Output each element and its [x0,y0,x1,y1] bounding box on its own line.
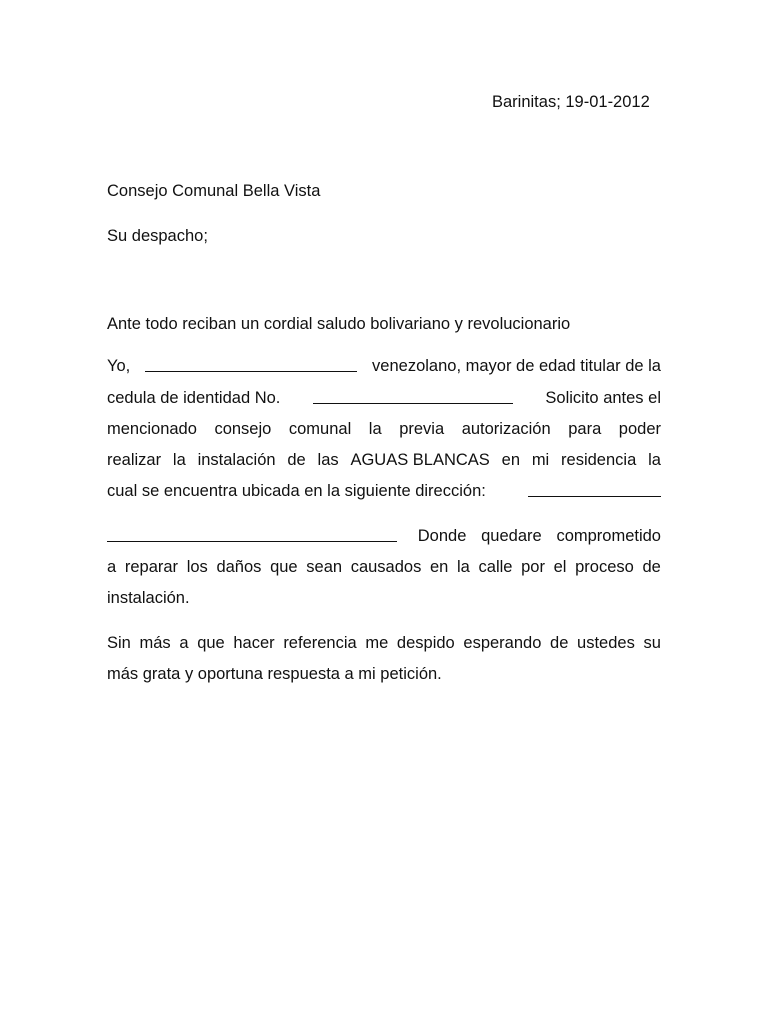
line-tail: Solicito antes el [545,389,661,407]
paragraph-line [107,356,661,376]
word: los [186,558,208,576]
word: que [270,558,298,576]
name-blank-line [145,371,357,372]
yo-word: Yo, [107,357,131,375]
letter-recipient: Consejo Comunal Bella Vista [107,182,321,200]
word: me [365,634,389,652]
word: autorización [461,420,551,438]
paragraph-line [107,419,661,439]
word: calle [478,558,513,576]
word: las [317,451,339,469]
word: por [521,558,545,576]
word: esperando [463,634,542,652]
word: que [197,634,225,652]
paragraph-request [107,356,661,501]
word: reparar [124,558,179,576]
line-tail: venezolano, mayor de edad titular de la [372,357,661,375]
word: en [430,558,449,576]
word: a [107,558,117,576]
word: mi [531,451,550,469]
word: el [553,558,567,576]
word: comprometido [556,527,661,545]
paragraph-line [107,557,661,577]
paragraph-line [107,481,661,501]
word: su [643,634,661,652]
word: hacer [233,634,275,652]
id-label: cedula de identidad No. [107,389,281,407]
word: la [172,451,186,469]
aguas-blancas-term: AGUAS BLANCAS [350,451,490,469]
paragraph-line [107,633,661,653]
word: en [501,451,520,469]
word: residencia [561,451,637,469]
address-blank-line-2 [107,541,397,542]
line-text: más grata y oportuna respuesta a mi petición. [107,665,442,683]
word: a [179,634,189,652]
paragraph-closing [107,633,661,684]
word: de [642,558,661,576]
letter-salutation: Su despacho; [107,227,208,245]
word: mencionado [107,420,197,438]
word: causados [350,558,422,576]
paragraph-line [107,526,661,546]
word: para [568,420,602,438]
paragraph-line [107,588,661,608]
word: Donde [417,527,467,545]
word: la [457,558,470,576]
word: más [139,634,171,652]
paragraph-line [107,388,661,408]
word: daños [216,558,262,576]
word: despido [396,634,455,652]
word: instalación [197,451,276,469]
word: proceso [575,558,634,576]
word: quedare [481,527,542,545]
word: consejo [214,420,272,438]
paragraph-line [107,450,661,470]
word: realizar [107,451,162,469]
word: poder [618,420,661,438]
word: de [550,634,569,652]
word: referencia [283,634,357,652]
word: previa [399,420,445,438]
word: de [287,451,306,469]
word: la [648,451,661,469]
word: comunal [288,420,352,438]
letter-greeting: Ante todo reciban un cordial saludo bolivariano y revolucionario [107,315,571,333]
word: la [368,420,382,438]
line-text: instalación. [107,589,190,607]
address-blank-line [528,496,661,497]
id-blank-line [313,403,513,404]
paragraph-commitment [107,526,661,608]
letter-date: Barinitas; 19-01-2012 [492,93,650,111]
word: Sin [107,634,131,652]
paragraph-line [107,664,661,684]
address-label: cual se encuentra ubicada en la siguiente dirección: [107,482,486,500]
word: ustedes [577,634,635,652]
word: sean [306,558,343,576]
